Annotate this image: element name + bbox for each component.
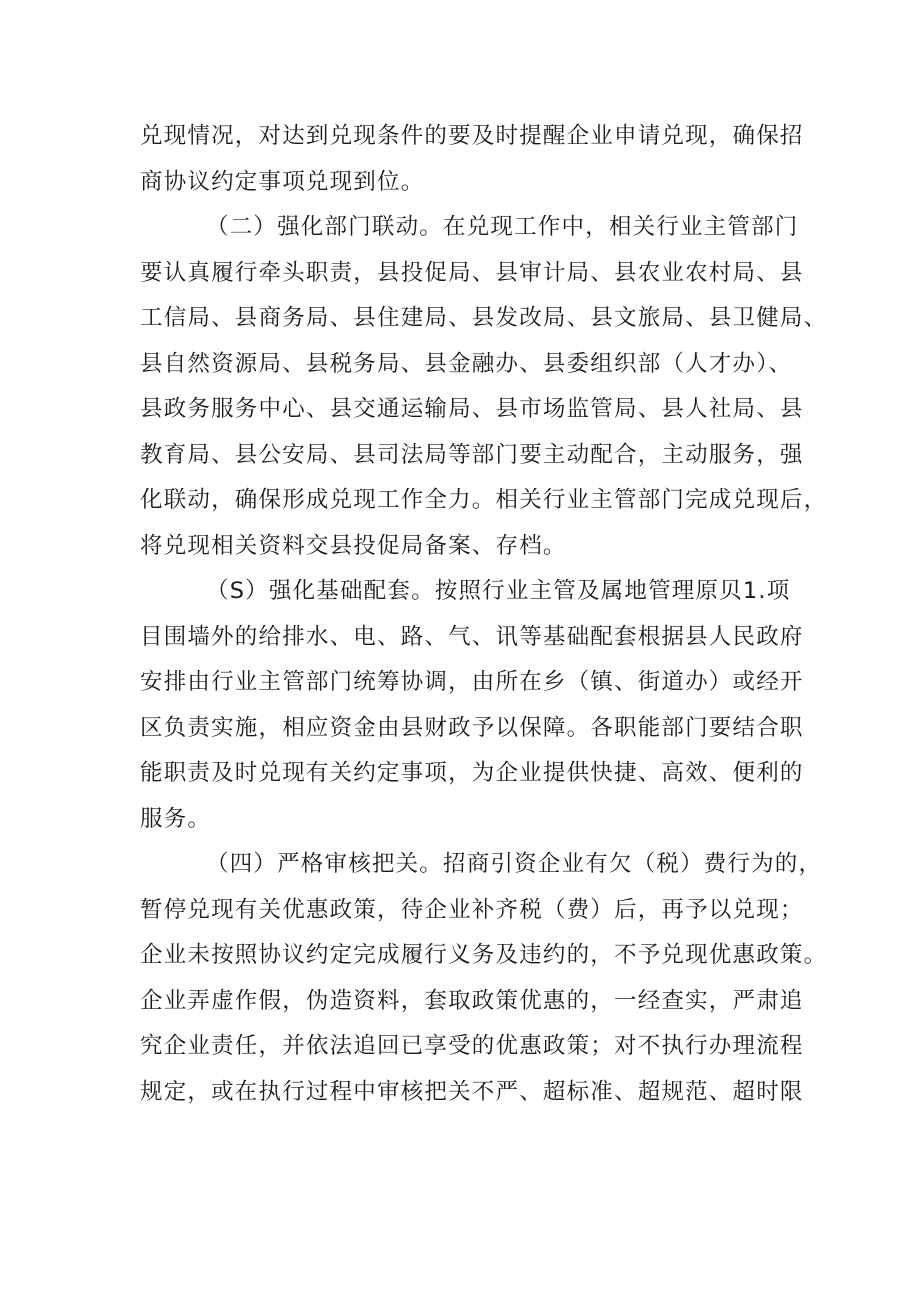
text-line: 县自然资源局、县税务局、县金融办、县委组织部（人才办）、 bbox=[140, 350, 793, 377]
section-heading-line: （二）强化部门联动。在兑现工作中，相关行业主管部门 bbox=[206, 214, 799, 240]
text-line: 企业弄虚作假，伪造资料，套取政策优惠的，一经查实，严肃追 bbox=[140, 987, 804, 1014]
text-line: 将兑现相关资料交县投促局备案、存档。 bbox=[140, 532, 567, 559]
text-line: 教育局、县公安局、县司法局等部门要主动配合，主动服务，强 bbox=[140, 441, 804, 468]
text-line: 化联动，确保形成兑现工作全力。相关行业主管部门完成兑现后， bbox=[140, 487, 828, 513]
text-line: 区负责实施，相应资金由县财政予以保障。各职能部门要结合职 bbox=[140, 714, 804, 741]
text-line: 工信局、县商务局、县住建局、县发改局、县文旅局、县卫健局、 bbox=[140, 305, 828, 331]
text-line: 要认真履行牵头职责，县投促局、县审计局、县农业农村局、县 bbox=[140, 259, 804, 286]
text-line: 究企业责任，并依法追回已享受的优惠政策；对不执行办理流程 bbox=[140, 1033, 804, 1059]
text-line: 规定，或在执行过程中审核把关不严、超标准、超规范、超时限 bbox=[140, 1078, 804, 1105]
text-line: 目围墙外的给排水、电、路、气、讯等基础配套根据县人民政府 bbox=[140, 623, 804, 650]
text-line: 县政务服务中心、县交通运输局、县市场监管局、县人社局、县 bbox=[140, 396, 804, 422]
text-line: 企业未按照协议约定完成履行义务及违约的，不予兑现优惠政策。 bbox=[140, 942, 828, 968]
text-line: 服务。 bbox=[140, 805, 212, 832]
document-body bbox=[140, 114, 828, 1115]
text-line: 暂停兑现有关优惠政策，待企业补齐税（费）后，再予以兑现； bbox=[140, 896, 804, 923]
text-line: 能职责及时兑现有关约定事项，为企业提供快捷、高效、便利的 bbox=[140, 760, 804, 786]
text-line: 商协议约定事项兑现到位。 bbox=[140, 168, 425, 195]
section-heading-line: （四）严格审核把关。招商引资企业有欠（税）费行为的， bbox=[206, 851, 823, 877]
text-line: 安排由行业主管部门统筹协调，由所在乡（镇、街道办）或经开 bbox=[140, 669, 804, 695]
text-line: 兑现情况，对达到兑现条件的要及时提醒企业申请兑现，确保招 bbox=[140, 123, 804, 149]
section-heading-line: （S）强化基础配套。按照行业主管及属地管理原贝1.项 bbox=[206, 578, 791, 604]
